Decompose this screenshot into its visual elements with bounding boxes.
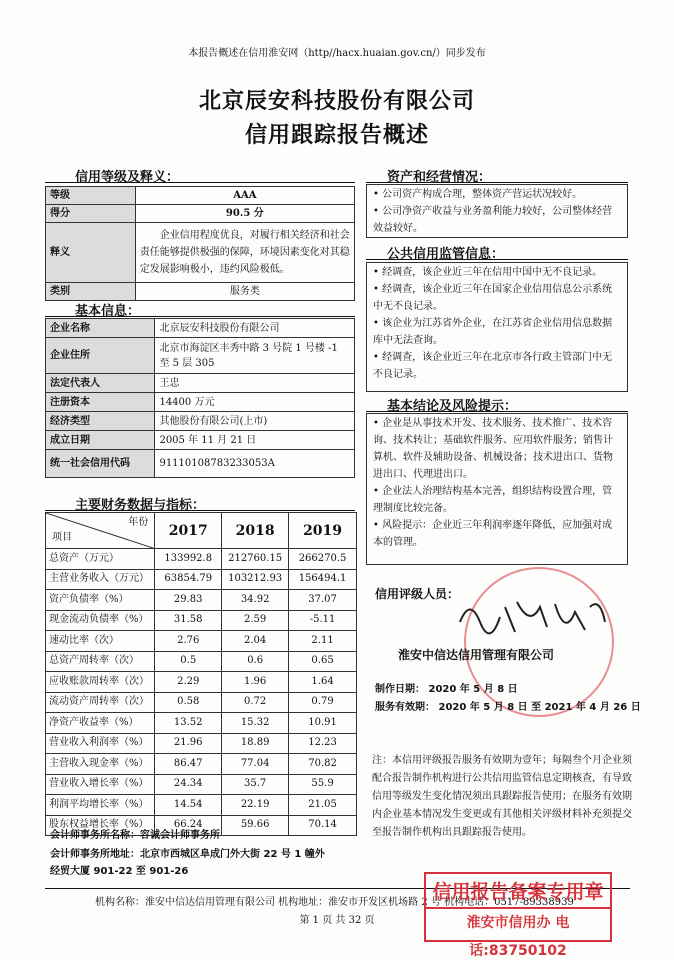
finance-value: 2.76: [155, 631, 222, 652]
basic-value: 王忠: [155, 374, 355, 393]
year-header: 2017: [155, 513, 222, 549]
rating-heading-rule: [45, 182, 355, 183]
finance-heading-rule: [45, 510, 355, 511]
finance-item: 主营业务收入（万元）: [46, 569, 155, 590]
basic-value: 2005 年 11 月 21 日: [155, 431, 355, 450]
basic-row: [46, 338, 355, 374]
finance-item: 营业收入增长率（%）: [46, 774, 155, 795]
finance-item: 总资产周转率（次）: [46, 651, 155, 672]
year-header: 2018: [222, 513, 289, 549]
finance-item: 流动资产周转率（次）: [46, 692, 155, 713]
assets-box: [366, 184, 628, 238]
finance-item: 应收账款周转率（次）: [46, 672, 155, 693]
finance-row: [46, 692, 357, 713]
score-value: 90.5 分: [135, 205, 354, 223]
finance-value: 1.96: [222, 672, 289, 693]
finance-value: 24.34: [155, 774, 222, 795]
finance-value: 156494.1: [289, 569, 357, 590]
finance-row: [46, 754, 357, 775]
finance-value: 18.89: [222, 733, 289, 754]
report-title: 信用跟踪报告概述: [244, 122, 429, 148]
conclusion-item: • 企业法人治理结构基本完善，组织结构设置合理，管理制度比较完备。: [373, 486, 613, 514]
finance-value: 70.82: [289, 754, 357, 775]
finance-row: [46, 590, 357, 611]
finance-row: [46, 733, 357, 754]
finance-value: 86.47: [155, 754, 222, 775]
finance-row: [46, 795, 357, 816]
filing-stamp: [424, 872, 612, 959]
basic-label: 企业住所: [46, 338, 155, 374]
footer-info: 机构名称：淮安中信达信用管理有限公司 机构地址：淮安市开发区机场路 2 号 机构电话：0517-89338939: [95, 897, 574, 908]
rater-signature: [455, 592, 615, 642]
finance-value: 14.54: [155, 795, 222, 816]
basic-heading: 基本信息：: [75, 304, 141, 319]
finance-item: 营业收入利润率（%）: [46, 733, 155, 754]
finance-value: 2.04: [222, 631, 289, 652]
score-label: 得分: [46, 205, 136, 223]
public-item: • 经调查，该企业近三年在北京市各行政主管部门中无不良记录。: [373, 352, 613, 380]
public-item: • 经调查，该企业近三年在国家企业信用信息公示系统中无不良记录。: [373, 284, 613, 312]
validity-note: 注：本信用评级报告服务有效期为壹年；每隔叁个月企业须配合报告制作机构进行公共信用监管信息定期核查，有导致信用等级发生变化情况须出具跟踪报告使用；在服务有效期内企业基本情况发生变更或有其他相关评级材料补充须提交至报告制作机构出具跟踪报告使用。: [372, 755, 632, 838]
finance-item: 总资产（万元）: [46, 549, 155, 570]
finance-heading: 主要财务数据与指标：: [75, 498, 206, 513]
public-item: • 该企业为江苏省外企业，在江苏省企业信用信息数据库中无法查询。: [373, 318, 613, 346]
auditor-address-1: 会计师事务所地址：北京市西城区阜成门外大街 22 号 1 幢外: [50, 849, 325, 860]
meaning-label: 释义: [46, 223, 136, 283]
finance-item: 现金流动负债率（%）: [46, 610, 155, 631]
finance-value: 0.5: [155, 651, 222, 672]
finance-value: 0.58: [155, 692, 222, 713]
basic-value: 北京市海淀区丰秀中路 3 号院 1 号楼 -1 至 5 层 305: [155, 338, 355, 374]
finance-value: 34.92: [222, 590, 289, 611]
basic-value: 14400 万元: [155, 393, 355, 412]
finance-row: [46, 713, 357, 734]
public-box: [366, 262, 628, 392]
finance-row: [46, 610, 357, 631]
conclusion-box: [366, 413, 628, 565]
grade-value: AAA: [135, 187, 354, 205]
finance-item: 主营收入现金率（%）: [46, 754, 155, 775]
basic-row: [46, 431, 355, 450]
grade-label: 等级: [46, 187, 136, 205]
finance-value: 31.58: [155, 610, 222, 631]
finance-value: 22.19: [222, 795, 289, 816]
basic-label: 企业名称: [46, 319, 155, 338]
finance-row: [46, 549, 357, 570]
finance-value: 10.91: [289, 713, 357, 734]
rater-label: 信用评级人员：: [375, 587, 460, 601]
corner-item-label: 项目: [52, 532, 72, 543]
basic-value: 其他股份有限公司(上市): [155, 412, 355, 431]
finance-value: 13.52: [155, 713, 222, 734]
meaning-value: 企业信用程度优良，对履行相关经济和社会责任能够提供极强的保障，环境因素变化对其稳定发展影响极小，违约风险极低。: [135, 223, 354, 283]
rating-table: [45, 186, 355, 301]
rating-row-category: [46, 283, 355, 301]
stamp-text-2: 淮安市信用办 电话:83750102: [426, 907, 610, 960]
finance-item: 股东权益增长率（%）: [46, 815, 155, 836]
assets-item: • 公司净资产收益与业务盈利能力较好，公司整体经营效益较好。: [373, 206, 613, 234]
finance-value: 0.72: [222, 692, 289, 713]
finance-value: 35.7: [222, 774, 289, 795]
finance-value: 15.32: [222, 713, 289, 734]
corner-year-label: 年份: [128, 517, 149, 528]
finance-value: 55.9: [289, 774, 357, 795]
basic-row: [46, 450, 355, 478]
finance-row: [46, 631, 357, 652]
finance-item: 净资产收益率（%）: [46, 713, 155, 734]
conclusion-item: • 企业是从事技术开发、技术服务、技术推广、技术咨询、技术转让；基础软件服务、应用软件服务；销售计算机、软件及辅助设备、机械设备；技术进出口、货物进出口、代理进出口。: [373, 418, 613, 480]
finance-value: 21.05: [289, 795, 357, 816]
finance-value: 212760.15: [222, 549, 289, 570]
basic-info-table: [45, 318, 355, 478]
finance-table: [45, 512, 357, 836]
finance-value: 66.24: [155, 815, 222, 836]
finance-value: 0.65: [289, 651, 357, 672]
finance-value: 2.59: [222, 610, 289, 631]
company-title: 北京辰安科技股份有限公司: [198, 88, 475, 114]
basic-value: 91110108783233053A: [155, 450, 355, 478]
basic-label: 经济类型: [46, 412, 155, 431]
finance-header-row: [46, 513, 357, 549]
assets-item: • 公司资产构成合理，整体资产营运状况较好。: [373, 189, 583, 200]
finance-value: 1.64: [289, 672, 357, 693]
finance-item: 利润平均增长率（%）: [46, 795, 155, 816]
finance-value: 21.96: [155, 733, 222, 754]
finance-value: 133992.8: [155, 549, 222, 570]
finance-value: 266270.5: [289, 549, 357, 570]
finance-value: 0.6: [222, 651, 289, 672]
rating-row-grade: [46, 187, 355, 205]
agency-name: 淮安中信达信用管理有限公司: [398, 648, 555, 662]
finance-value: 103212.93: [222, 569, 289, 590]
auditor-name: 会计师事务所名称：容诚会计师事务所: [50, 830, 220, 841]
conclusion-heading: 基本结论及风险提示：: [387, 399, 518, 414]
year-header: 2019: [289, 513, 357, 549]
basic-value: 北京辰安科技股份有限公司: [155, 319, 355, 338]
public-heading: 公共信用监管信息：: [387, 247, 505, 262]
finance-value: 63854.79: [155, 569, 222, 590]
assets-heading-rule: [366, 182, 628, 183]
basic-row: [46, 393, 355, 412]
assets-heading: 资产和经营情况：: [387, 170, 492, 185]
finance-value: 59.66: [222, 815, 289, 836]
finance-item: 资产负债率（%）: [46, 590, 155, 611]
finance-value: 70.14: [289, 815, 357, 836]
finance-row: [46, 672, 357, 693]
basic-row: [46, 374, 355, 393]
basic-row: [46, 412, 355, 431]
rating-row-score: [46, 205, 355, 223]
conclusion-heading-rule: [366, 411, 628, 412]
finance-row: [46, 774, 357, 795]
basic-label: 注册资本: [46, 393, 155, 412]
auditor-address-2: 经贸大厦 901-22 至 901-26: [50, 866, 189, 877]
finance-row: [46, 569, 357, 590]
rating-heading: 信用等级及释义：: [75, 170, 180, 185]
page-number: 第 1 页 共 32 页: [299, 915, 375, 926]
finance-value: 0.79: [289, 692, 357, 713]
finance-value: 2.29: [155, 672, 222, 693]
finance-item: 速动比率（次）: [46, 631, 155, 652]
basic-label: 法定代表人: [46, 374, 155, 393]
finance-value: 37.07: [289, 590, 357, 611]
finance-value: 12.23: [289, 733, 357, 754]
finance-value: 2.11: [289, 631, 357, 652]
public-heading-rule: [366, 259, 628, 260]
finance-row: [46, 651, 357, 672]
conclusion-item: • 风险提示：企业近三年利润率逐年降低，应加强对成本的管理。: [373, 520, 613, 548]
finance-value: 29.83: [155, 590, 222, 611]
basic-row: [46, 319, 355, 338]
made-date: 制作日期： 2020 年 5 月 8 日: [375, 684, 518, 695]
finance-value: -5.11: [289, 610, 357, 631]
finance-corner: [46, 513, 155, 549]
valid-period: 服务有效期： 2020 年 5 月 8 日 至 2021 年 4 月 26 日: [375, 702, 641, 713]
basic-label: 成立日期: [46, 431, 155, 450]
basic-heading-rule: [45, 316, 355, 317]
category-value: 服务类: [135, 283, 354, 301]
header-note: 本报告概述在信用淮安网（http//hacx.huaian.gov.cn/）同步发布: [188, 48, 486, 59]
finance-value: 77.04: [222, 754, 289, 775]
stamp-text-1: 信用报告备案专用章: [432, 881, 604, 903]
rating-row-meaning: [46, 223, 355, 283]
category-label: 类别: [46, 283, 136, 301]
public-item: • 经调查，该企业近三年在信用中国中无不良记录。: [373, 267, 603, 278]
basic-label: 统一社会信用代码: [46, 450, 155, 478]
